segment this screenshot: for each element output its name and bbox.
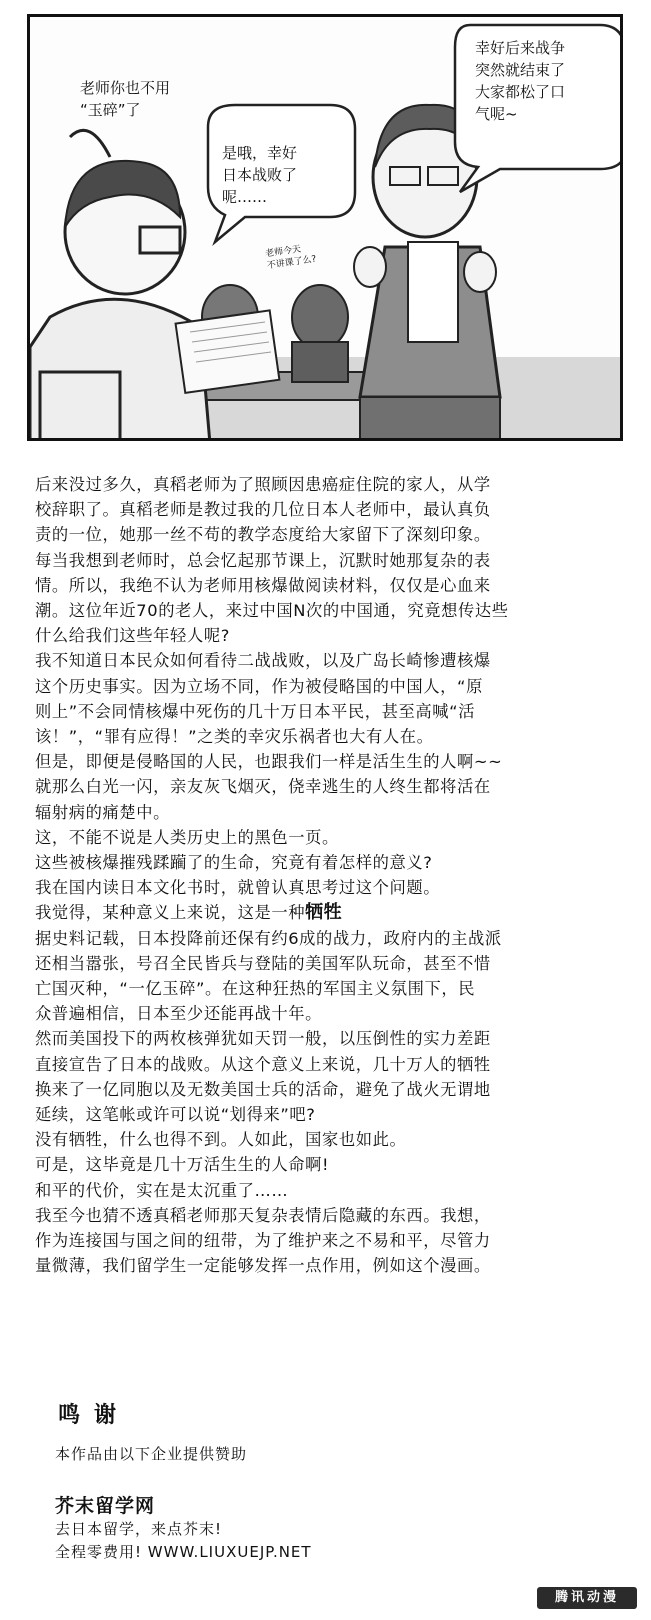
sacrifice-prefix: 我觉得，某种意义上来说，这是一种 xyxy=(35,903,306,923)
sacrifice-word: 牺牲 xyxy=(305,902,343,924)
paragraph: 可是，这毕竟是几十万活生生的人命啊! xyxy=(35,1155,330,1175)
teacher-speech-bubble: 幸好后来战争 突然就结束了 大家都松了口 气呢~ xyxy=(475,39,566,123)
paragraph: 这，不能不说是人类历史上的黑色一页。 xyxy=(35,827,339,847)
student-reply-bubble: 是哦，幸好 日本战败了 呢…… xyxy=(222,144,298,206)
paragraph: 但是，即便是侵略国的人民，也跟我们一样是活生生的人啊~~ 就那么白光一闪，亲友灰飞烟灭，侥幸逃生的人终生都将活在 辐射病的痛楚中。 xyxy=(35,752,503,822)
paragraph: 据史料记载，日本投降前还保有约6成的战力，政府内的主战派 还相当嚣张，号召全民皆兵与登陆的美国军队玩命，甚至不惜 亡国灭种，“一亿玉碎”。在这种狂热的军国主义氛围下，民 众普遍相信，日本至少还能再战十年。 xyxy=(35,928,502,1024)
paragraph: 这些被核爆摧残蹂躏了的生命，究竟有着怎样的意义? xyxy=(35,853,433,873)
sacrifice-line xyxy=(35,900,625,925)
paragraph: 然而美国投下的两枚核弹犹如天罚一般，以压倒性的实力差距 直接宣告了日本的战败。从这个意义上来说，几十万人的牺牲 换来了一亿同胞以及无数美国士兵的活命，避免了战火无谓地 延续，这笔帐或许可以说“划得来”吧? xyxy=(35,1029,491,1125)
paragraph: 我在国内读日本文化书时，就曾认真思考过这个问题。 xyxy=(35,878,441,898)
student-speech-text: 老师你也不用 “玉碎”了 xyxy=(80,79,171,119)
paragraph: 我至今也猜不透真稻老师那天复杂表情后隐藏的东西。我想， 作为连接国与国之间的纽带，为了维护来之不易和平，尽管力 量微薄，我们留学生一定能够发挥一点作用，例如这个漫画。 xyxy=(35,1205,491,1276)
background-whisper: 老师今天 不讲课了么? xyxy=(264,244,318,272)
comic-panel xyxy=(27,14,623,441)
credits-title: 鸣谢 xyxy=(58,1403,131,1428)
paragraph: 我不知道日本民众如何看待二战战败，以及广岛长崎惨遭核爆 这个历史事实。因为立场不同，作为被侵略国的中国人，“原 则上”不会同情核爆中死伤的几十万日本平民，甚至高喊“活 该！”，“罪有应得！”之类的幸灾乐祸者也大有人在。 xyxy=(35,651,491,747)
sponsor-slogan: 去日本留学，来点芥末! xyxy=(55,1520,223,1538)
sponsor-line: 本作品由以下企业提供赞助 xyxy=(55,1445,248,1463)
paragraph: 和平的代价，实在是太沉重了…… xyxy=(35,1180,289,1200)
paragraph: 没有牺牲，什么也得不到。人如此，国家也如此。 xyxy=(35,1130,407,1150)
article-body xyxy=(35,472,625,1279)
paragraph: 后来没过多久，真稻老师为了照顾因患癌症住院的家人，从学 校辞职了。真稻老师是教过我的几位日本人老师中，最认真负 责的一位，她那一丝不苟的教学态度给大家留下了深刻印象。 每当我想到老师时，总会忆起那节课上，沉默时她那复杂的表 情。所以，我绝不认为老师用核爆做阅读材料，仅仅是心血来 潮。这位年近70的老人，来过中国N次的中国通，究竟想传达些 什么给我们这些年轻人呢? xyxy=(35,475,509,646)
sponsor-website[interactable]: 全程零费用! WWW.LIUXUEJP.NET xyxy=(55,1543,312,1561)
platform-watermark: 腾讯动漫 xyxy=(537,1587,637,1609)
sponsor-company: 芥末留学网 xyxy=(55,1495,156,1517)
